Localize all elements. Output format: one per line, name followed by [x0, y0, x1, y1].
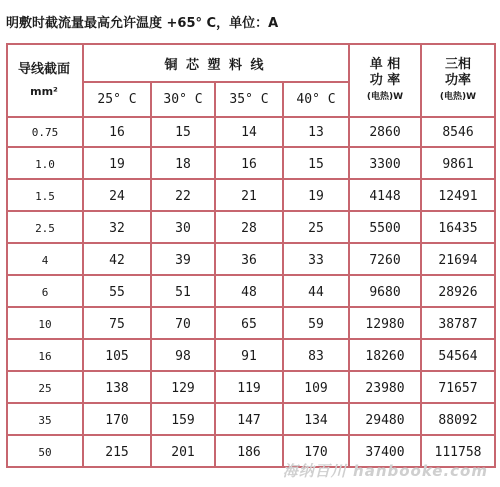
- table-cell-section: 2.5: [35, 221, 55, 235]
- grid-line: [6, 210, 496, 212]
- table-cell-t40: 13: [308, 124, 324, 140]
- header-three-phase-line: 三相: [444, 56, 471, 72]
- table-cell-three: 21694: [438, 252, 478, 268]
- table-cell-t35: 186: [237, 444, 261, 460]
- table-cell-t25: 75: [109, 316, 125, 332]
- table-cell-t30: 201: [171, 444, 195, 460]
- table-cell-t35: 14: [241, 124, 257, 140]
- table-cell-t25: 42: [109, 252, 125, 268]
- table-cell-t30: 98: [175, 348, 191, 364]
- table-title: 明敷时截流量最高允许温度 +65° C，单位：A: [6, 16, 279, 31]
- grid-line: [6, 306, 496, 308]
- table-cell-t35: 119: [237, 380, 261, 396]
- header-single-phase-line: 功 率: [369, 72, 401, 88]
- header-section-label: 导线截面: [17, 61, 70, 77]
- table-cell-section: 4: [41, 253, 49, 267]
- header-section: [6, 45, 82, 116]
- table-cell-t25: 24: [109, 188, 125, 204]
- table-cell-section: 0.75: [31, 125, 59, 139]
- table-cell-three: 71657: [438, 380, 478, 396]
- table-cell-t30: 22: [175, 188, 191, 204]
- table-cell-three: 16435: [438, 220, 478, 236]
- table-cell-t35: 147: [237, 412, 261, 428]
- table-cell-t25: 16: [109, 124, 125, 140]
- table-cell-t30: 30: [175, 220, 191, 236]
- table-cell-t30: 70: [175, 316, 191, 332]
- table-cell-t30: 18: [175, 156, 191, 172]
- table-cell-t25: 215: [105, 444, 129, 460]
- grid-line: [6, 146, 496, 148]
- table-cell-single: 9680: [369, 284, 401, 300]
- grid-line: [6, 434, 496, 436]
- table-cell-three: 111758: [434, 444, 482, 460]
- table-cell-t30: 159: [171, 412, 195, 428]
- header-three-phase-line: (电热)W: [439, 91, 477, 102]
- table-cell-single: 4148: [369, 188, 401, 204]
- table-cell-t30: 15: [175, 124, 191, 140]
- table-cell-t25: 32: [109, 220, 125, 236]
- grid-line: [6, 242, 496, 244]
- table-cell-single: 12980: [365, 316, 405, 332]
- table-cell-t35: 16: [241, 156, 257, 172]
- table-cell-t35: 36: [241, 252, 257, 268]
- table-cell-single: 18260: [365, 348, 405, 364]
- table-cell-t40: 134: [304, 412, 328, 428]
- table-cell-three: 9861: [442, 156, 474, 172]
- table-cell-section: 16: [38, 349, 52, 363]
- table-cell-t25: 19: [109, 156, 125, 172]
- table-cell-t40: 25: [308, 220, 324, 236]
- grid-line: [6, 274, 496, 276]
- table-cell-three: 38787: [438, 316, 478, 332]
- table-cell-three: 8546: [442, 124, 474, 140]
- header-single-phase: [350, 45, 420, 116]
- table-cell-t40: 44: [308, 284, 324, 300]
- table-cell-section: 6: [41, 285, 49, 299]
- table-cell-t40: 83: [308, 348, 324, 364]
- table-cell-section: 25: [38, 381, 52, 395]
- table-cell-section: 35: [38, 413, 52, 427]
- table-cell-single: 23980: [365, 380, 405, 396]
- header-temp-1: 30° C: [163, 92, 203, 107]
- table-cell-t40: 19: [308, 188, 324, 204]
- ampacity-table: [6, 43, 496, 468]
- table-cell-section: 1.0: [35, 157, 55, 171]
- table-cell-single: 37400: [365, 444, 405, 460]
- table-cell-t35: 91: [241, 348, 257, 364]
- header-three-phase: [422, 45, 494, 116]
- header-group: 铜 芯 塑 料 线: [164, 57, 266, 73]
- header-unit: mm²: [30, 84, 58, 98]
- table-cell-t35: 28: [241, 220, 257, 236]
- table-cell-single: 2860: [369, 124, 401, 140]
- table-cell-t30: 51: [175, 284, 191, 300]
- table-cell-t35: 21: [241, 188, 257, 204]
- watermark: 海纳百川 hanbooke.com: [282, 462, 488, 480]
- table-cell-section: 1.5: [35, 189, 55, 203]
- table-cell-t30: 39: [175, 252, 191, 268]
- grid-line: [6, 370, 496, 372]
- grid-line: [6, 178, 496, 180]
- table-cell-section: 50: [38, 445, 52, 459]
- table-cell-three: 88092: [438, 412, 478, 428]
- header-temp-2: 35° C: [229, 92, 269, 107]
- table-cell-t40: 170: [304, 444, 328, 460]
- table-cell-t35: 48: [241, 284, 257, 300]
- table-cell-t40: 15: [308, 156, 324, 172]
- table-cell-three: 54564: [438, 348, 478, 364]
- table-cell-t25: 170: [105, 412, 129, 428]
- table-cell-t40: 33: [308, 252, 324, 268]
- table-cell-t35: 65: [241, 316, 257, 332]
- header-single-phase-line: 单 相: [369, 56, 401, 72]
- table-cell-single: 3300: [369, 156, 401, 172]
- grid-line: [6, 402, 496, 404]
- table-cell-t25: 55: [109, 284, 125, 300]
- table-cell-t40: 59: [308, 316, 324, 332]
- table-cell-section: 10: [38, 317, 52, 331]
- header-temp-3: 40° C: [296, 92, 336, 107]
- table-cell-single: 7260: [369, 252, 401, 268]
- table-cell-t30: 129: [171, 380, 195, 396]
- table-cell-t25: 138: [105, 380, 129, 396]
- table-cell-single: 5500: [369, 220, 401, 236]
- table-cell-three: 12491: [438, 188, 478, 204]
- table-cell-t25: 105: [105, 348, 129, 364]
- table-cell-single: 29480: [365, 412, 405, 428]
- grid-line: [494, 43, 496, 468]
- table-cell-three: 28926: [438, 284, 478, 300]
- header-single-phase-line: (电热)W: [366, 91, 404, 102]
- table-cell-t40: 109: [304, 380, 328, 396]
- grid-line: [6, 338, 496, 340]
- header-temp-0: 25° C: [97, 92, 137, 107]
- header-three-phase-line: 功率: [444, 72, 471, 88]
